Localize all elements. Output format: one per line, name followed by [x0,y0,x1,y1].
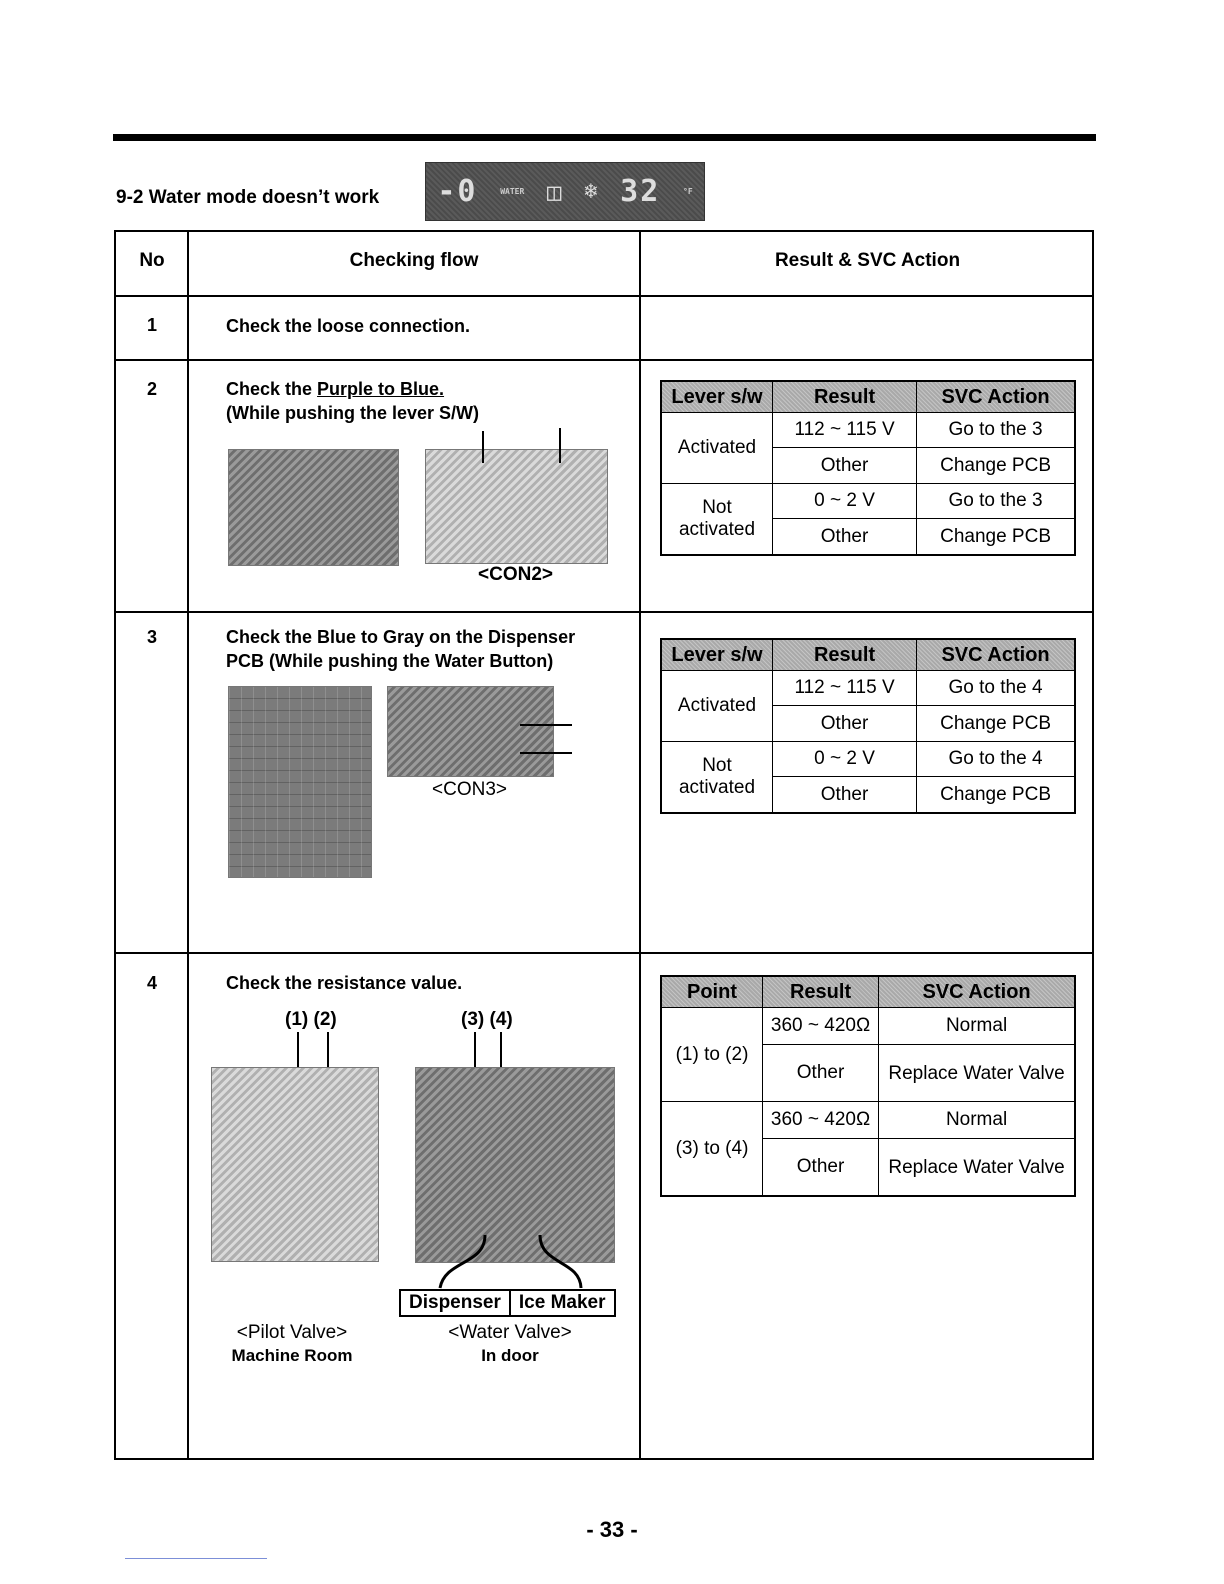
pilot-terminal-label: (1) (2) [285,1009,337,1030]
cell: Change PCB [917,519,1075,555]
pilot-valve-caption: <Pilot Valve> [236,1322,348,1343]
header-no: No [139,250,165,271]
pilot-valve-photo [211,1067,379,1262]
cell: Other [773,706,917,741]
probe-line [559,428,561,463]
display-left-digits: -0 [437,174,478,209]
cell: Other [773,448,917,483]
row-number: 2 [146,379,157,399]
cell: 0 ~ 2 V [773,741,917,776]
ice-icon: ❄ [584,179,598,204]
th-action: SVC Action [917,381,1075,413]
th-point: Point [661,976,763,1008]
col-divider-1 [187,230,189,1460]
water-valve-location: In door [481,1346,539,1365]
cell: Normal [879,1102,1075,1139]
con3-caption: <CON3> [432,779,507,800]
th-lever: Lever s/w [661,639,773,671]
display-water-label: WATER [500,187,525,196]
col-divider-2 [639,230,641,1460]
pilot-valve-location: Machine Room [231,1346,353,1365]
row-divider-3 [114,952,1094,954]
cell: Go to the 4 [917,741,1075,776]
page-number: - 33 - [586,1517,638,1542]
header-result: Result & SVC Action [774,250,961,271]
th-result: Result [763,976,879,1008]
cell: 112 ~ 115 V [773,671,917,706]
cell: Other [773,777,917,813]
con2-photo [425,449,608,564]
th-action: SVC Action [879,976,1075,1008]
th-result: Result [773,639,917,671]
th-result: Result [773,381,917,413]
valve-outlet-curves [415,1230,615,1292]
connector-photo [228,449,399,566]
probe-line [520,752,572,754]
ice-maker-label: Ice Maker [509,1291,614,1315]
cell-not-activated: Not activated [661,483,773,555]
footer-line [125,1558,267,1559]
cell-point-3-4: (3) to (4) [661,1102,763,1197]
step-2-text [226,377,479,425]
step-3-line1: Check the Blue to Gray on the Dispenser [226,627,576,647]
row-divider-header [114,295,1094,297]
step-2-line2: (While pushing the lever S/W) [226,403,480,423]
cell-activated: Activated [661,413,773,484]
display-unit: °F [683,187,693,196]
top-rule [113,134,1096,141]
step-1-text: Check the loose connection. [226,316,471,336]
water-valve-caption: <Water Valve> [448,1322,572,1343]
cell: Other [773,519,917,555]
result-table-step2 [660,380,1076,556]
th-action: SVC Action [917,639,1075,671]
arrow-line [297,1032,299,1072]
cell-not-activated: Not activated [661,741,773,813]
step-3-text [226,625,575,673]
cell: Normal [879,1008,1075,1045]
cell-activated: Activated [661,671,773,742]
cell: 112 ~ 115 V [773,413,917,448]
row-number: 3 [146,627,157,647]
row-divider-2 [114,611,1094,613]
valve-outlet-labels [399,1289,616,1317]
cell: Other [763,1045,879,1102]
cell: Go to the 3 [917,413,1075,448]
cell-point-1-2: (1) to (2) [661,1008,763,1102]
step-4-text: Check the resistance value. [226,973,463,993]
cell: Other [763,1139,879,1197]
arrow-line [327,1032,329,1072]
probe-line [520,724,572,726]
cell: Replace Water Valve [879,1139,1075,1197]
header-checking-flow: Checking flow [349,250,479,271]
step-2-prefix: Check the [226,379,318,399]
row-number: 1 [146,315,157,335]
step-2-link: Purple to Blue. [317,379,445,399]
row-divider-1 [114,359,1094,361]
cell: 360 ~ 420Ω [763,1102,879,1139]
row-number: 4 [146,973,157,993]
cell: 0 ~ 2 V [773,483,917,518]
result-table-step4 [660,975,1076,1197]
th-lever: Lever s/w [661,381,773,413]
dispenser-label: Dispenser [409,1292,501,1313]
result-table-step3 [660,638,1076,814]
section-title: 9-2 Water mode doesn’t work [116,187,380,208]
cell: Change PCB [917,706,1075,741]
cell: Go to the 4 [917,671,1075,706]
cell: Change PCB [917,448,1075,483]
display-panel-image [425,162,705,221]
con3-photo [387,686,554,777]
cell: Replace Water Valve [879,1045,1075,1102]
step-3-line2: PCB (While pushing the Water Button) [226,651,554,671]
cell: Go to the 3 [917,483,1075,518]
probe-line [482,431,484,463]
water-terminal-label: (3) (4) [461,1009,513,1030]
con2-caption: <CON2> [478,564,553,585]
dispenser-pcb-photo [228,686,372,878]
display-right-digits: 32 [620,174,661,209]
cup-icon: ◫ [547,177,562,206]
cell: Change PCB [917,777,1075,813]
cell: 360 ~ 420Ω [763,1008,879,1045]
